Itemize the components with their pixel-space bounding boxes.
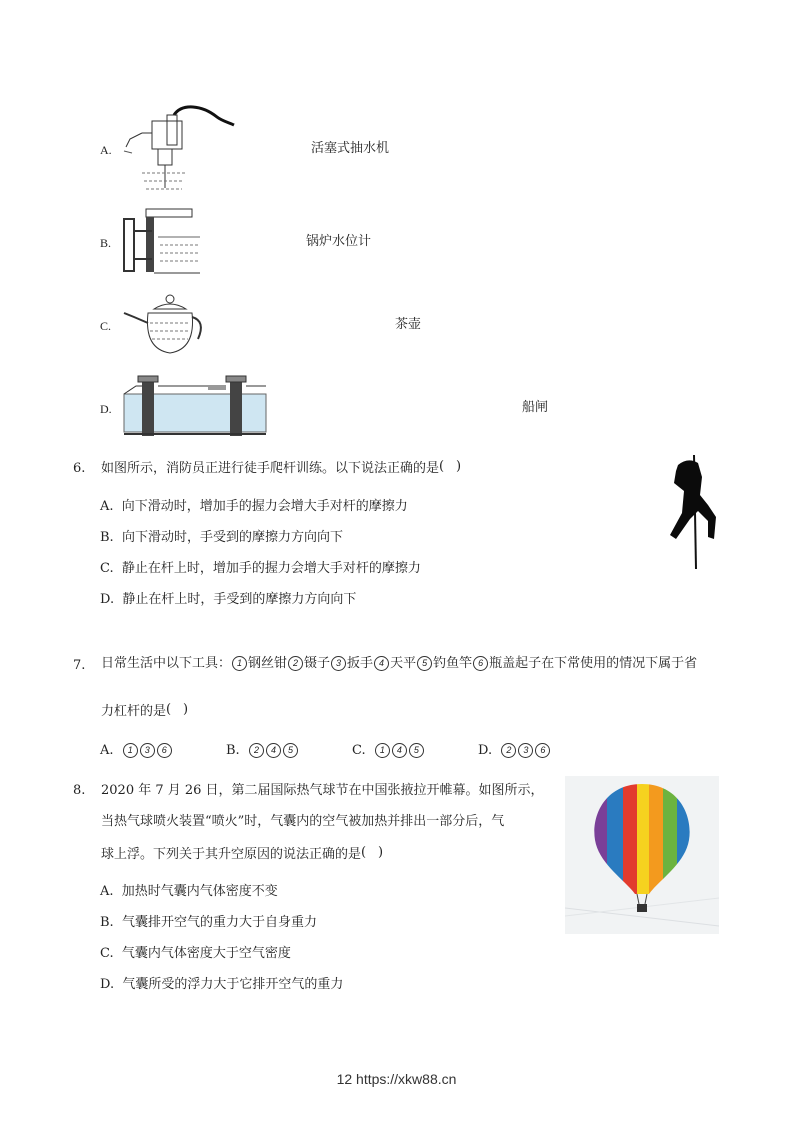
boiler-gauge-figure	[122, 207, 202, 277]
tool-name: 扳手	[347, 656, 374, 671]
option-d: D. 2 3 6	[478, 743, 551, 759]
pole-climber-figure	[664, 455, 724, 571]
option-b: B. 2 4 5	[226, 743, 299, 759]
circled-number: 1	[232, 656, 247, 671]
question-stem: 如图所示，消防员正进行徒手爬杆训练。以下说法正确的是( )	[101, 461, 461, 477]
teapot-figure	[122, 293, 208, 359]
option-b: B. 向下滑动时，手受到的摩擦力方向向下	[100, 530, 343, 545]
circled-number: 6	[473, 656, 488, 671]
answer-blank[interactable]	[166, 705, 188, 719]
question-stem-line1: 2020 年 7 月 26 日，第二届国际热气球节在中国张掖拉开帷幕。如图所示，	[101, 783, 544, 798]
tool-name: 钢丝钳	[248, 656, 288, 671]
circled-number: 2	[249, 743, 264, 758]
circled-number: 3	[331, 656, 346, 671]
footer-url[interactable]: https://xkw88.cn	[356, 1071, 457, 1087]
hot-air-balloon-photo	[565, 776, 719, 934]
option-b: B. 气囊排开空气的重力大于自身重力	[100, 915, 317, 930]
question-stem-line1: 日常生活中以下工具： 1 钢丝钳 2 镊子 3 扳手 4 天平 5 钓鱼竿 6 瓶盖起子在下常使用的情况下属于省	[101, 656, 698, 671]
tool-name: 天平	[390, 656, 417, 671]
option-caption: 船闸	[522, 400, 549, 415]
circled-number: 4	[392, 743, 407, 758]
option-a: A. 向下滑动时，增加手的握力会增大手对杆的摩擦力	[100, 499, 408, 514]
tool-name: 钓鱼竿	[433, 656, 473, 671]
page-footer	[0, 1071, 793, 1087]
circled-number: 1	[375, 743, 390, 758]
answer-blank[interactable]	[439, 462, 461, 476]
circled-number: 4	[374, 656, 389, 671]
circled-number: 4	[266, 743, 281, 758]
ship-lock-figure	[122, 372, 268, 440]
question-stem-line2: 当热气球喷火装置“喷火”时，气囊内的空气被加热并排出一部分后，气	[101, 814, 505, 829]
option-caption: 茶壶	[395, 317, 422, 332]
option-label: A.	[100, 143, 112, 157]
option-caption: 锅炉水位计	[306, 234, 372, 249]
option-a: A. 加热时气囊内气体密度不变	[100, 884, 278, 899]
circled-number: 5	[283, 743, 298, 758]
page-number: 12	[336, 1071, 353, 1087]
option-d: D. 静止在杆上时，手受到的摩擦力方向向下	[100, 592, 357, 607]
question-number: 6.	[73, 461, 86, 476]
option-c: C. 1 4 5	[352, 743, 425, 759]
option-label: C.	[100, 319, 112, 333]
piston-pump-figure	[122, 103, 237, 195]
option-a: A. 1 3 6	[100, 743, 173, 759]
circled-number: 2	[288, 656, 303, 671]
option-c: C. 静止在杆上时，增加手的握力会增大手对杆的摩擦力	[100, 561, 421, 576]
circled-number: 6	[157, 743, 172, 758]
option-c: C. 气囊内气体密度大于空气密度	[100, 946, 291, 961]
option-d: D. 气囊所受的浮力大于它排开空气的重力	[100, 977, 344, 992]
tool-name: 瓶盖起子在下常使用的情况下属于省	[489, 656, 698, 671]
circled-number: 3	[140, 743, 155, 758]
tools-list	[231, 656, 697, 671]
circled-number: 5	[417, 656, 432, 671]
circled-number: 1	[123, 743, 138, 758]
option-caption: 活塞式抽水机	[311, 141, 390, 156]
circled-number: 3	[518, 743, 533, 758]
question-number: 8.	[73, 783, 86, 798]
question-number: 7.	[73, 658, 86, 673]
tool-name: 镊子	[304, 656, 331, 671]
option-label: B.	[100, 236, 112, 250]
circled-number: 6	[535, 743, 550, 758]
question-stem-line2: 力杠杆的是( )	[101, 704, 188, 720]
option-label: D.	[100, 402, 112, 416]
answer-blank[interactable]	[361, 848, 383, 862]
circled-number: 2	[501, 743, 516, 758]
circled-number: 5	[409, 743, 424, 758]
question-stem-line3: 球上浮。下列关于其升空原因的说法正确的是( )	[101, 847, 383, 863]
